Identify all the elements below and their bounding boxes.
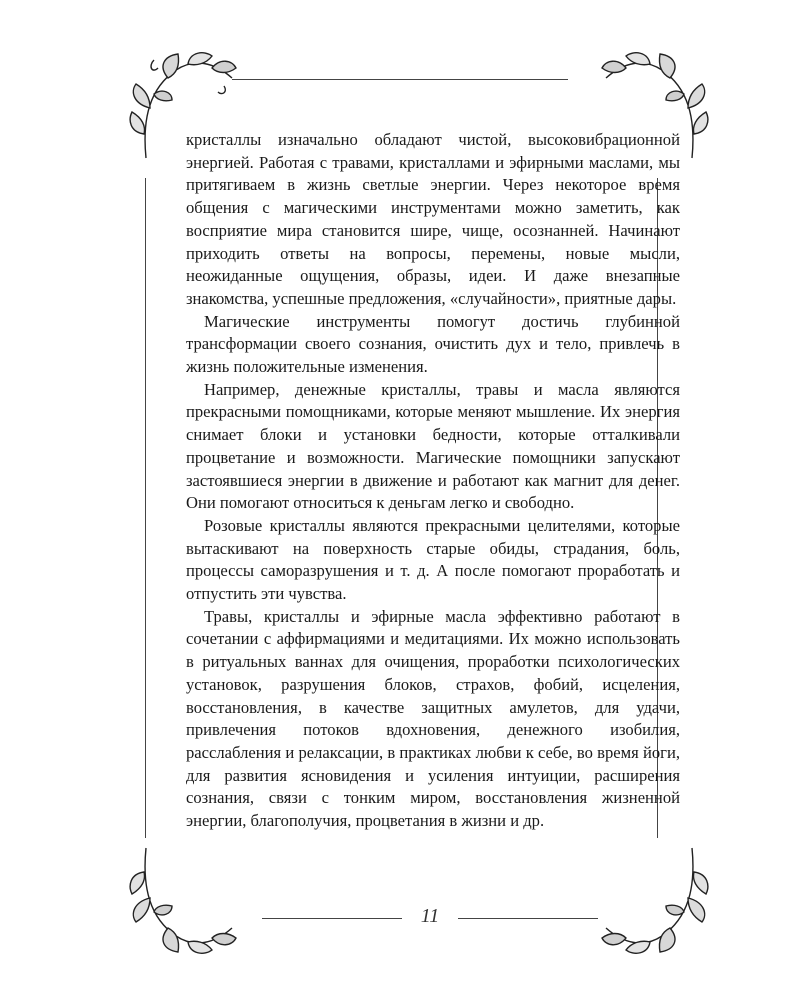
frame-left-line [145, 178, 146, 838]
body-text [186, 129, 680, 833]
page-number: 11 [420, 905, 440, 927]
paragraph-1: кристаллы изначально обладают чистой, высоковибрационной энергией. Работая с травами, кристаллами и эфирными маслами, мы притягиваем в жизнь светлые энергии. Через некоторое время общения с магическими инструментами можно заметить, как восприятие мира становится шире, чище, осознанней. Начинают приходить ответы на вопросы, перемены, новые мысли, неожиданные ощущения, образы, идеи. И даже внезапные знакомства, успешные предложения, «случайности», приятные дары. [186, 130, 680, 308]
leaf-ornament-bottom-right [600, 838, 710, 958]
paragraph-2: Магические инструменты помогут достичь глубинной трансформации своего сознания, очистить дух и тело, привлечь в жизнь положительные изменения. [186, 311, 680, 377]
frame-bottom-line-right [458, 918, 598, 919]
paragraph-4: Розовые кристаллы являются прекрасными целителями, которые вытаскивают на поверхность старые обиды, страдания, боль, процессы саморазрушения и т. д. А после помогают проработать и отпустить эти чувства. [186, 515, 680, 604]
paragraph-5: Травы, кристаллы и эфирные масла эффективно работают в сочетании с аффирмациями и медитациями. Их можно использовать в ритуальных ваннах для очищения, проработки психологических установок, разрушения блоков, страхов, фобий, исцеления, восстановления, в качестве защитных амулетов, для удачи, привлечения потоков вдохновения, денежного изобилия, расслабления и релаксации, в практиках любви к себе, во время йоги, для развития ясновидения и усиления интуиции, расширения сознания, связи с тонким миром, восстановления жизненной энергии, благополучия, процветания в жизни и др. [186, 606, 680, 831]
paragraph-3: Например, денежные кристаллы, травы и масла являются прекрасными помощниками, которые меняют мышление. Их энергия снимает блоки и установки бедности, которые отталкивали процветание и возможности. Магические помощники запускают застоявшиеся энергии в движение и работают как магнит для денег. Они помогают относиться к деньгам легко и свободно. [186, 379, 680, 513]
leaf-ornament-bottom-left [128, 838, 238, 958]
frame-bottom-line-left [262, 918, 402, 919]
frame-top-line [232, 79, 568, 80]
